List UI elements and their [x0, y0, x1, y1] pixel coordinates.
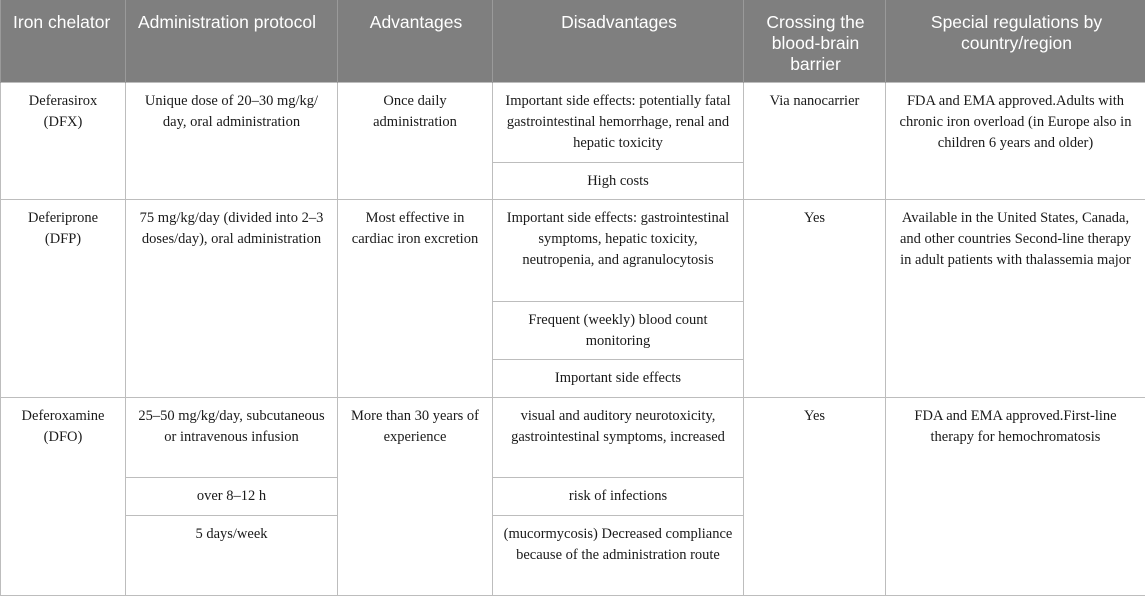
cell-bbb: Yes: [744, 397, 886, 595]
header-blood-brain-barrier: Crossing the blood-brain barrier: [744, 0, 886, 82]
table-row: [1, 397, 1145, 477]
table-row: [1, 199, 1145, 301]
cell-chelator: Deferoxamine (DFO): [1, 397, 126, 595]
header-disadvantages: Disadvantages: [493, 0, 744, 82]
cell-protocol: 5 days/week: [126, 515, 338, 595]
cell-disadvantage: risk of infections: [493, 477, 744, 515]
cell-protocol: 75 mg/kg/day (divided into 2–3 doses/day), oral administration: [126, 199, 338, 397]
header-iron-chelator: Iron chelator: [1, 0, 126, 82]
header-special-regulations: Special regulations by country/region: [886, 0, 1145, 82]
cell-bbb: Via nanocarrier: [744, 82, 886, 199]
cell-disadvantage: Important side effects: gastrointestinal symptoms, hepatic toxicity, neutropenia, and agranulocytosis: [493, 199, 744, 301]
cell-protocol: 25–50 mg/kg/day, subcutaneous or intravenous infusion: [126, 397, 338, 477]
table-row: [1, 82, 1145, 162]
cell-advantages: Most effective in cardiac iron excretion: [338, 199, 493, 397]
cell-disadvantage: Important side effects: [493, 359, 744, 397]
cell-disadvantage: High costs: [493, 162, 744, 199]
header-row: [1, 0, 1145, 82]
header-advantages: Advantages: [338, 0, 493, 82]
cell-regulations: FDA and EMA approved.First-line therapy for hemochromatosis: [886, 397, 1145, 595]
cell-chelator: Deferasirox (DFX): [1, 82, 126, 199]
cell-disadvantage: (mucormycosis) Decreased compliance because of the administration route: [493, 515, 744, 595]
cell-bbb: Yes: [744, 199, 886, 397]
cell-advantages: Once daily administration: [338, 82, 493, 199]
cell-regulations: Available in the United States, Canada, and other countries Second-line therapy in adult patients with thalassemia major: [886, 199, 1145, 397]
cell-chelator: Deferiprone (DFP): [1, 199, 126, 397]
header-administration-protocol: Administration protocol: [126, 0, 338, 82]
cell-disadvantage: visual and auditory neurotoxicity, gastrointestinal symptoms, increased: [493, 397, 744, 477]
cell-advantages: More than 30 years of experience: [338, 397, 493, 595]
cell-disadvantage: Important side effects: potentially fatal gastrointestinal hemorrhage, renal and hepatic toxicity: [493, 82, 744, 162]
cell-protocol: Unique dose of 20–30 mg/kg/ day, oral administration: [126, 82, 338, 199]
cell-regulations: FDA and EMA approved.Adults with chronic iron overload (in Europe also in children 6 years and older): [886, 82, 1145, 199]
cell-protocol: over 8–12 h: [126, 477, 338, 515]
cell-disadvantage: Frequent (weekly) blood count monitoring: [493, 301, 744, 359]
